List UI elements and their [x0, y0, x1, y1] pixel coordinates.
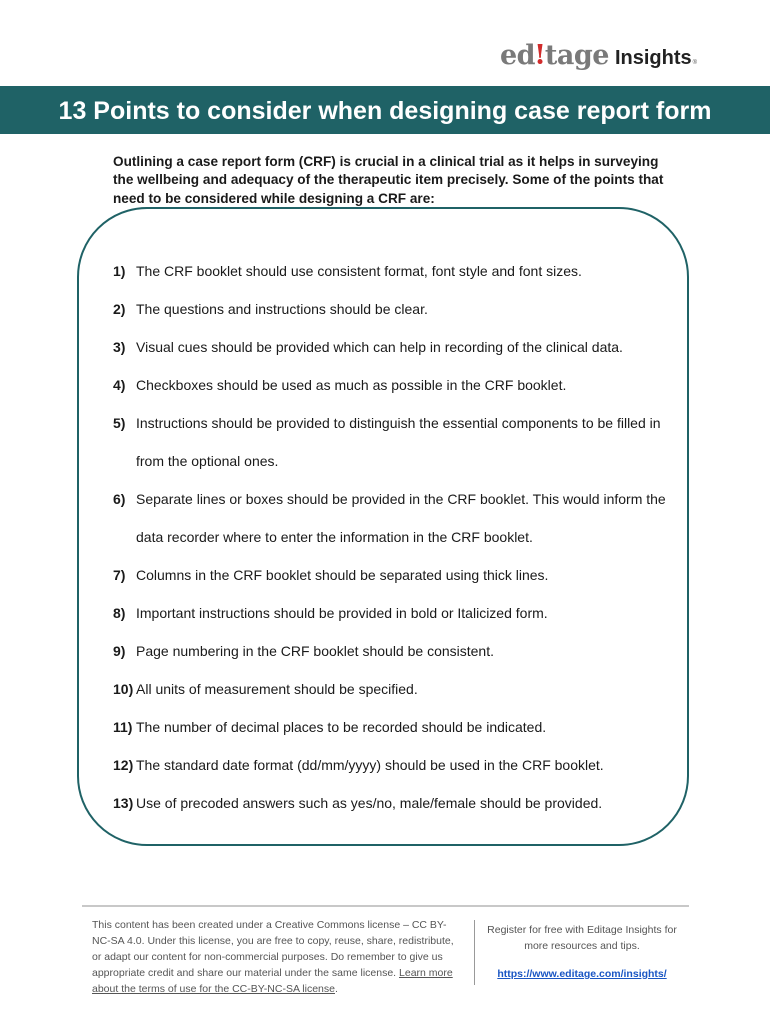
- point-item: [113, 632, 673, 670]
- point-number: 7): [113, 567, 126, 583]
- point-item: [113, 480, 673, 556]
- register-notice: [480, 922, 684, 982]
- point-number: 10): [113, 681, 134, 697]
- point-text: The standard date format (dd/mm/yyyy) should be used in the CRF booklet.: [136, 757, 604, 773]
- point-item: [113, 366, 673, 404]
- point-text: Columns in the CRF booklet should be separated using thick lines.: [136, 567, 549, 583]
- license-notice: [92, 917, 458, 997]
- point-number: 9): [113, 643, 126, 659]
- point-item: [113, 594, 673, 632]
- point-number: 4): [113, 377, 126, 393]
- page-title: 13 Points to consider when designing case report form: [58, 97, 712, 125]
- point-number: 6): [113, 491, 126, 507]
- point-text: The questions and instructions should be clear.: [136, 301, 428, 317]
- point-item: [113, 556, 673, 594]
- point-text: Visual cues should be provided which can help in recording of the clinical data.: [136, 339, 623, 355]
- logo-sub: Insights: [614, 47, 692, 69]
- point-item: [113, 708, 673, 746]
- point-text: The CRF booklet should use consistent format, font style and font sizes.: [136, 263, 582, 279]
- point-text: Instructions should be provided to distinguish the essential components to be filled in from the optional ones.: [136, 415, 661, 469]
- license-text: This content has been created under a Creative Commons license – CC BY-NC-SA 4.0. Under this license, you are free to copy, reuse, share, redistribute, or adapt our content for non-commercial purposes. Do remember to give us appropriate credit and share our material under the same license.: [92, 919, 454, 979]
- footer-divider-line: [82, 905, 689, 907]
- point-text: Page numbering in the CRF booklet should be consistent.: [136, 643, 494, 659]
- point-item: [113, 328, 673, 366]
- license-text-end: .: [334, 983, 338, 995]
- logo-brand-mark: !: [534, 40, 546, 71]
- point-number: 2): [113, 301, 126, 317]
- point-number: 3): [113, 339, 126, 355]
- point-number: 5): [113, 415, 126, 431]
- point-item: [113, 290, 673, 328]
- logo-registered: ®: [692, 60, 698, 66]
- point-number: 11): [113, 719, 133, 735]
- point-item: [113, 746, 673, 784]
- logo-brand-right: tage: [544, 40, 609, 71]
- register-text: Register for free with Editage Insights for more resources and tips.: [487, 924, 677, 952]
- point-text: Important instructions should be provided in bold or Italicized form.: [136, 605, 548, 621]
- footer-vertical-divider: [474, 920, 475, 985]
- point-number: 8): [113, 605, 126, 621]
- insights-url-link[interactable]: https://www.editage.com/insights/: [497, 968, 667, 980]
- intro-paragraph: Outlining a case report form (CRF) is crucial in a clinical trial as it helps in surveying the wellbeing and adequacy of the therapeutic item precisely. Some of the points that need to be considered while designing a CRF are:: [113, 153, 664, 206]
- point-text: Use of precoded answers such as yes/no, male/female should be provided.: [136, 795, 603, 811]
- point-item: [113, 784, 673, 822]
- points-list: [113, 252, 673, 822]
- title-bar: [0, 86, 770, 134]
- point-text: Separate lines or boxes should be provided in the CRF booklet. This would inform the data recorder where to enter the information in the CRF booklet.: [136, 491, 666, 545]
- point-number: 13): [113, 795, 134, 811]
- license-learn-more-link[interactable]: Learn more about the terms of use for the CC-BY-NC-SA license: [92, 967, 453, 995]
- editage-insights-logo[interactable]: [500, 40, 697, 80]
- logo-brand-left: ed: [500, 40, 536, 71]
- point-text: All units of measurement should be specified.: [136, 681, 418, 697]
- point-number: 1): [113, 263, 126, 279]
- point-item: [113, 670, 673, 708]
- point-text: The number of decimal places to be recorded should be indicated.: [136, 719, 547, 735]
- point-text: Checkboxes should be used as much as possible in the CRF booklet.: [136, 377, 567, 393]
- point-item: [113, 252, 673, 290]
- point-number: 12): [113, 757, 134, 773]
- point-item: [113, 404, 673, 480]
